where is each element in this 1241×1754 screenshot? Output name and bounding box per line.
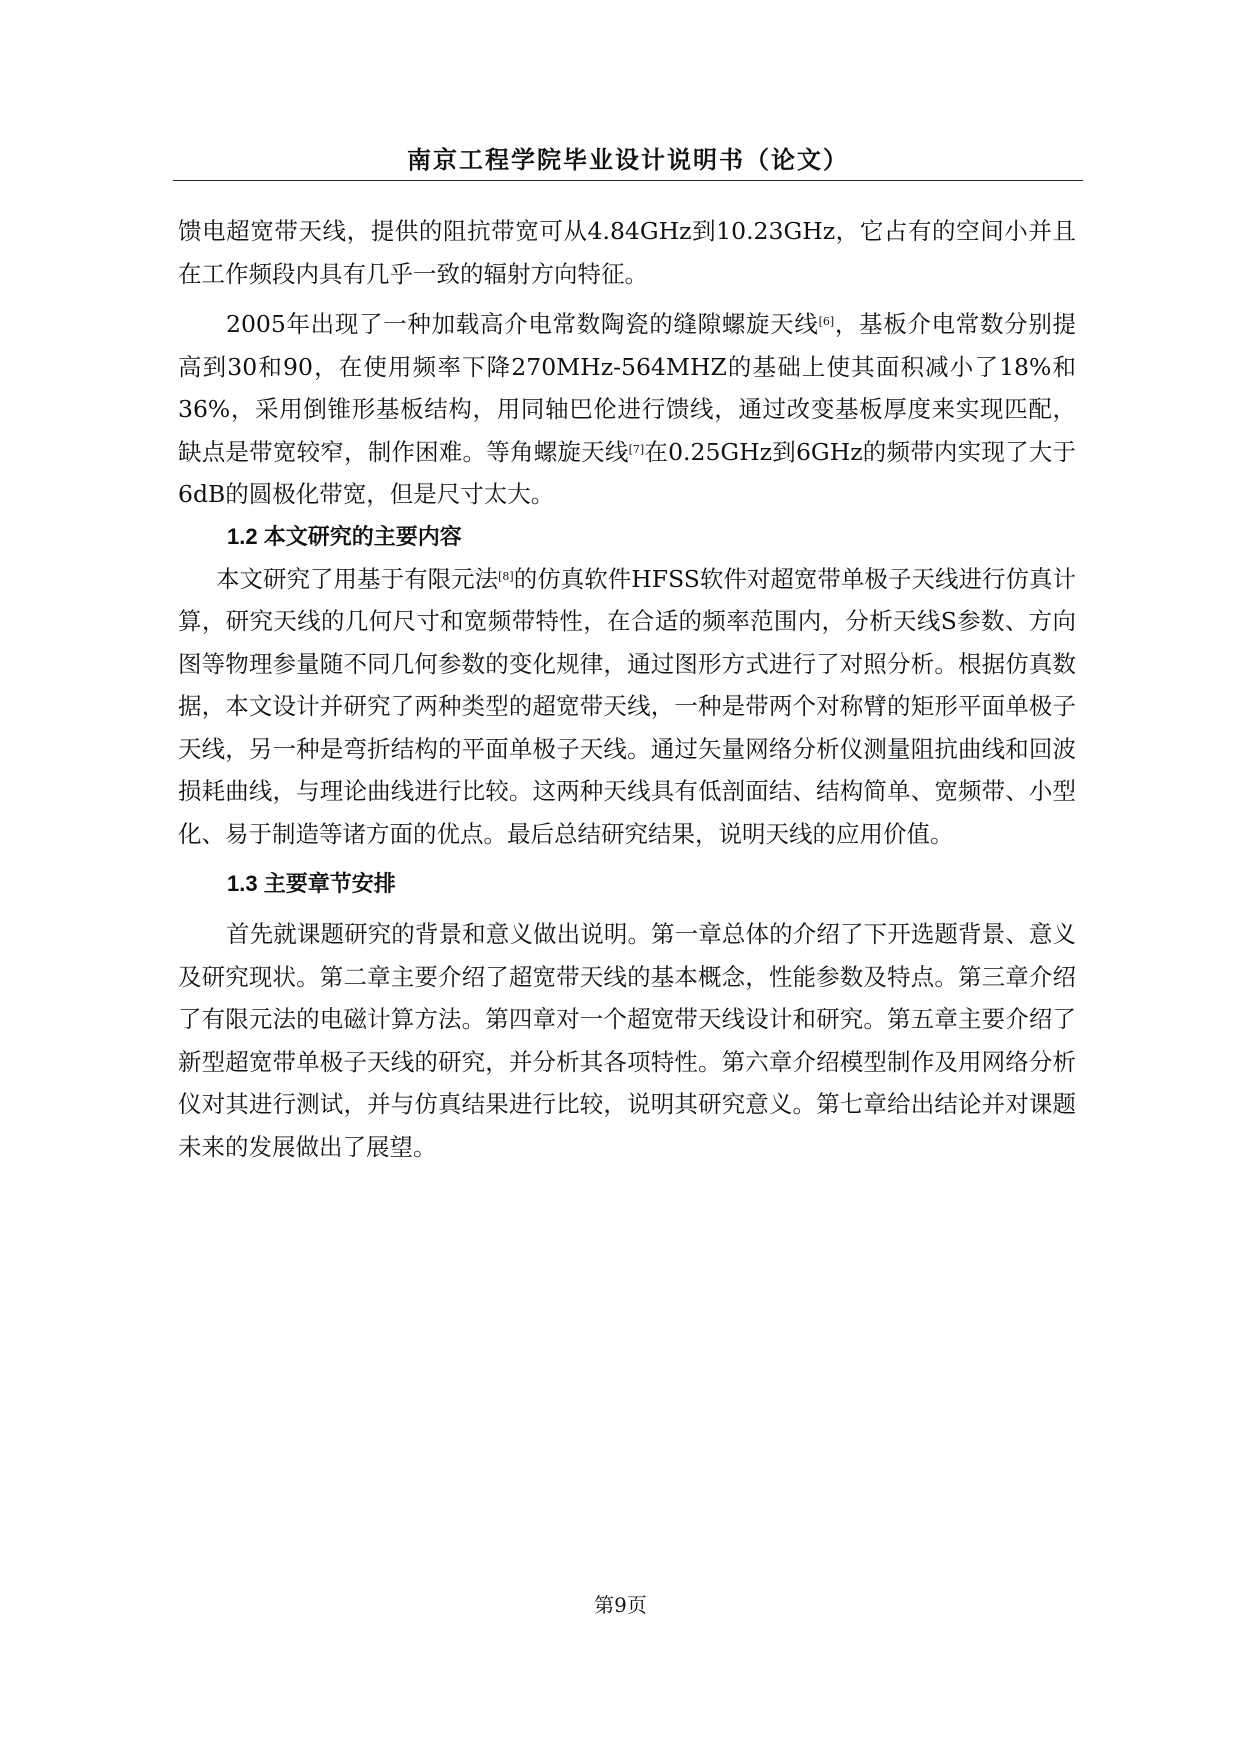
paragraph-gap bbox=[178, 905, 1076, 913]
page-header-title: 南京工程学院毕业设计说明书（论文） bbox=[407, 145, 849, 174]
paragraph-2-text-c: 在0.25GHz到6GHz的频带内实现了大于6dB的圆极化带宽，但是尺寸太大。 bbox=[178, 437, 1076, 508]
paragraph-2-text-b: ，基板介电常数分别提高到30和90，在使用频率下降270MHz-564MHZ的基础上使其面积减小了18%和36%，采用倒锥形基板结构，用同轴巴伦进行馈线，通过改变基板厚度来实现匹配，缺点是带宽较窄，制作困难。等角螺旋天线 bbox=[178, 310, 1077, 466]
citation-8: [8] bbox=[498, 569, 514, 583]
paragraph-1: 馈电超宽带天线，提供的阻抗带宽可从4.84GHz到10.23GHz，它占有的空间小并且在工作频段内具有几乎一致的辐射方向特征。 bbox=[178, 217, 1076, 288]
section-heading-1-3: 1.3 主要章节安排 bbox=[227, 871, 396, 896]
paragraph-2 bbox=[178, 303, 1076, 516]
paragraph-3 bbox=[178, 558, 1076, 856]
paragraph-3-text-b: 的仿真软件HFSS软件对超宽带单极子天线进行仿真计算，研究天线的几何尺寸和宽频带特性，在合适的频率范围内，分析天线S参数、方向图等物理参量随不同几何参数的变化规律，通过图形方式进行了对照分析。根据仿真数据，本文设计并研究了两种类型的超宽带天线，一种是带两个对称臂的矩形平面单极子天线，另一种是弯折结构的平面单极子天线。通过矢量网络分析仪测量阻抗曲线和回波损耗曲线，与理论曲线进行比较。这两种天线具有低剖面结、结构简单、宽频带、小型化、易于制造等诸方面的优点。最后总结研究结果，说明天线的应用价值。 bbox=[178, 564, 1077, 848]
paragraph-gap bbox=[178, 855, 1076, 863]
body-text bbox=[178, 210, 1076, 1168]
paragraph-4: 首先就课题研究的背景和意义做出说明。第一章总体的介绍了下开选题背景、意义及研究现状。第二章主要介绍了超宽带天线的基本概念，性能参数及特点。第三章介绍了有限元法的电磁计算方法。第四章对一个超宽带天线设计和研究。第五章主要介绍了新型超宽带单极子天线的研究，并分析其各项特性。第六章介绍模型制作及用网络分析仪对其进行测试，并与仿真结果进行比较，说明其研究意义。第七章给出结论并对课题未来的发展做出了展望。 bbox=[178, 920, 1076, 1161]
page-number: 第9页 bbox=[594, 1593, 647, 1617]
section-heading-1-2: 1.2 本文研究的主要内容 bbox=[227, 523, 462, 549]
citation-6: [6] bbox=[818, 315, 835, 328]
header-rule bbox=[173, 180, 1083, 181]
paragraph-3-text-a: 本文研究了用基于有限元法 bbox=[216, 564, 499, 593]
paragraph-gap bbox=[178, 295, 1076, 303]
citation-7: [7] bbox=[628, 442, 645, 456]
paragraph-2-text-a: 2005年出现了一种加载高介电常数陶瓷的缝隙螺旋天线 bbox=[226, 310, 819, 338]
